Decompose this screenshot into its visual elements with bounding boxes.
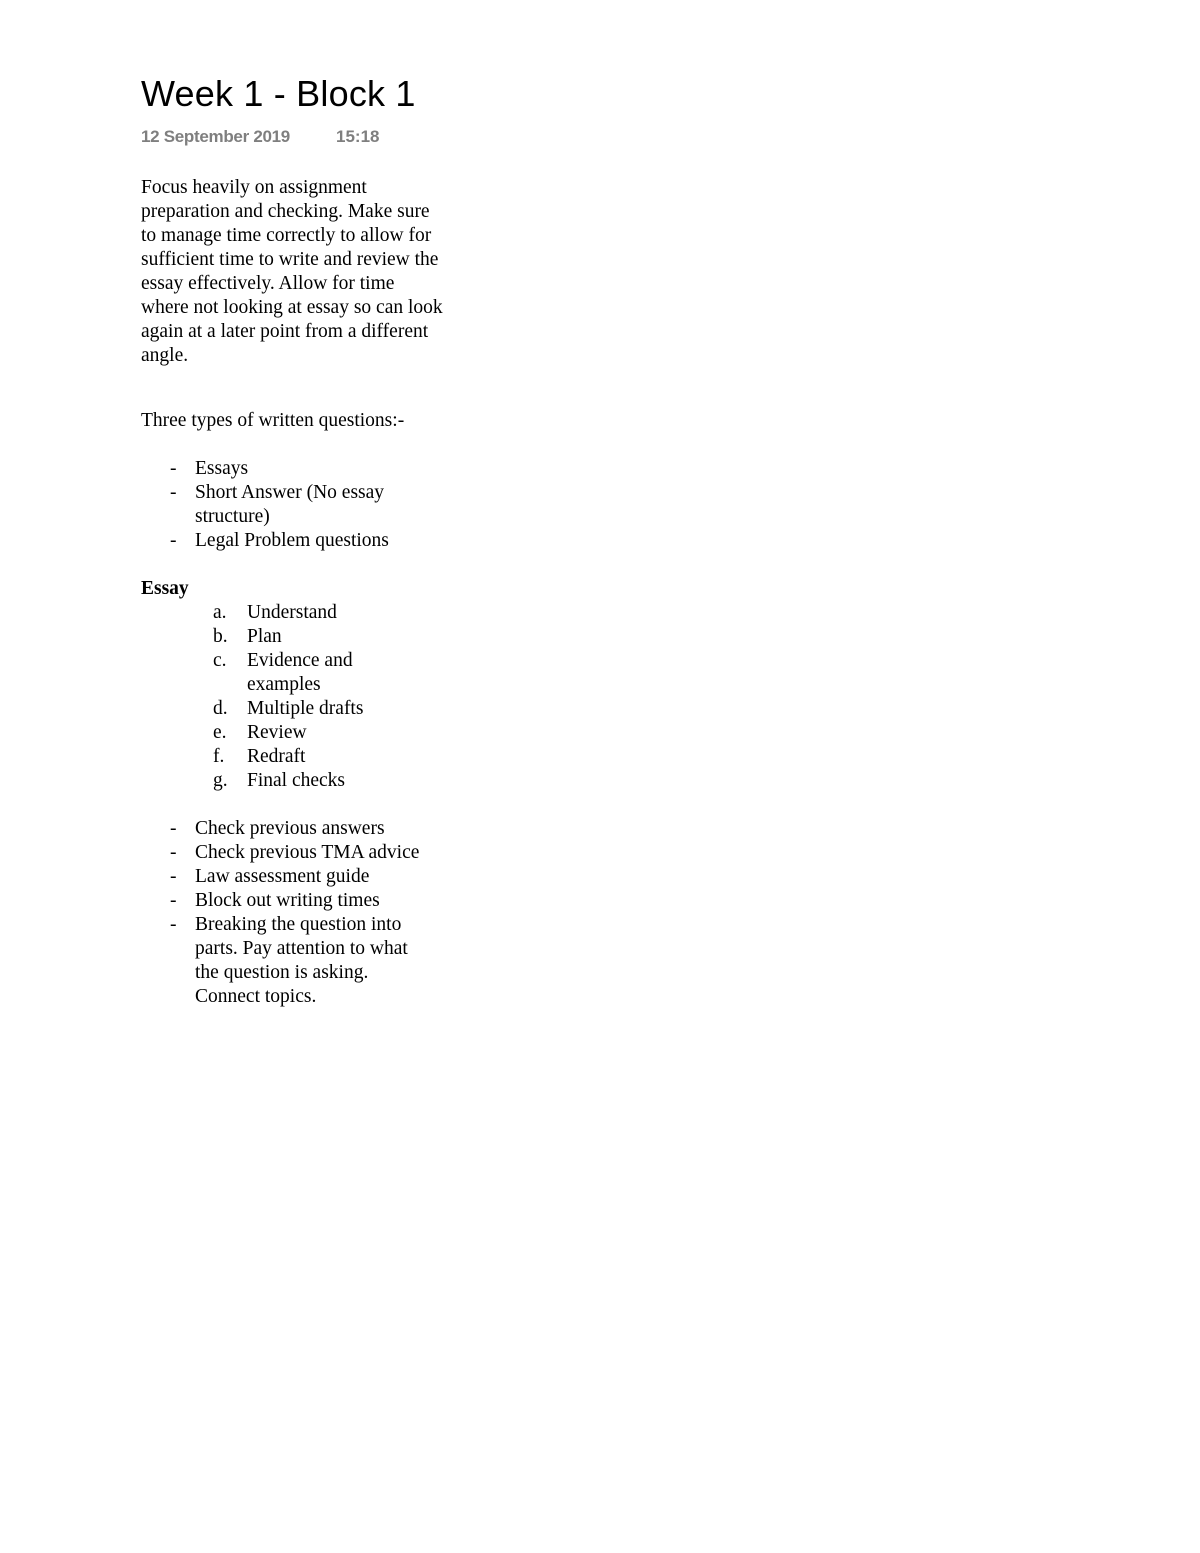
list-item <box>0 817 419 841</box>
list-item <box>0 745 363 769</box>
list-item-text: Understand <box>247 602 337 623</box>
intro-line: essay effectively. Allow for time <box>141 273 395 294</box>
list-bullet: - <box>170 890 177 911</box>
list-item <box>0 889 419 913</box>
list-bullet: - <box>170 458 177 479</box>
list-item <box>0 769 363 793</box>
essay-heading: Essay <box>141 578 189 599</box>
list-item-text: Block out writing times <box>195 890 380 911</box>
list-item-text: Redraft <box>247 746 306 767</box>
list-item <box>0 913 419 1009</box>
list-bullet: - <box>170 866 177 887</box>
list-item <box>0 625 363 649</box>
essay-tips-list <box>0 817 419 1009</box>
list-marker: b. <box>213 626 228 647</box>
note-time: 15:18 <box>336 127 380 146</box>
list-item <box>0 721 363 745</box>
question-types-list <box>0 457 389 553</box>
list-item-text: Check previous TMA advice <box>195 842 420 863</box>
intro-line: angle. <box>141 345 189 366</box>
list-item-text: Check previous answers <box>195 818 385 839</box>
question-types-heading: Three types of written questions:- <box>141 410 405 431</box>
list-item <box>0 481 389 529</box>
list-bullet: - <box>170 530 177 551</box>
list-item <box>0 601 363 625</box>
list-item <box>0 529 389 553</box>
list-marker: e. <box>213 722 227 743</box>
list-item <box>0 697 363 721</box>
list-item <box>0 865 419 889</box>
list-item-text: Review <box>247 722 307 743</box>
list-bullet: - <box>170 914 177 935</box>
list-item-text: Evidence and <box>247 650 353 671</box>
list-bullet: - <box>170 818 177 839</box>
list-item-text: Breaking the question into <box>195 914 402 935</box>
note-date: 12 September 2019 <box>141 127 290 146</box>
list-item-text: Multiple drafts <box>247 698 364 719</box>
intro-line: again at a later point from a different <box>141 321 429 342</box>
page-title: Week 1 - Block 1 <box>141 73 416 114</box>
list-marker: g. <box>213 770 228 791</box>
intro-line: preparation and checking. Make sure <box>141 201 430 222</box>
list-marker: d. <box>213 698 228 719</box>
list-item-continuation: parts. Pay attention to what <box>195 938 408 959</box>
list-item-text: Essays <box>195 458 249 479</box>
list-item-text: Law assessment guide <box>195 866 370 887</box>
list-item <box>0 457 389 481</box>
list-item-continuation: Connect topics. <box>195 986 317 1007</box>
list-item-continuation: the question is asking. <box>195 962 369 983</box>
list-item-text: Final checks <box>247 770 346 791</box>
list-marker: c. <box>213 650 227 671</box>
list-item-continuation: structure) <box>195 506 270 527</box>
list-item-text: Plan <box>247 626 282 647</box>
list-item-continuation: examples <box>247 674 321 695</box>
list-bullet: - <box>170 842 177 863</box>
list-item <box>0 841 419 865</box>
list-marker: a. <box>213 602 227 623</box>
list-item-text: Short Answer (No essay <box>195 482 385 503</box>
intro-paragraph <box>141 176 486 368</box>
essay-steps-list <box>0 601 363 793</box>
list-marker: f. <box>213 746 225 767</box>
list-item <box>0 649 363 697</box>
intro-line: to manage time correctly to allow for <box>141 225 432 246</box>
intro-line: where not looking at essay so can look <box>141 297 443 318</box>
intro-line: Focus heavily on assignment <box>141 177 367 198</box>
list-bullet: - <box>170 482 177 503</box>
intro-line: sufficient time to write and review the <box>141 249 439 270</box>
list-item-text: Legal Problem questions <box>195 530 389 551</box>
